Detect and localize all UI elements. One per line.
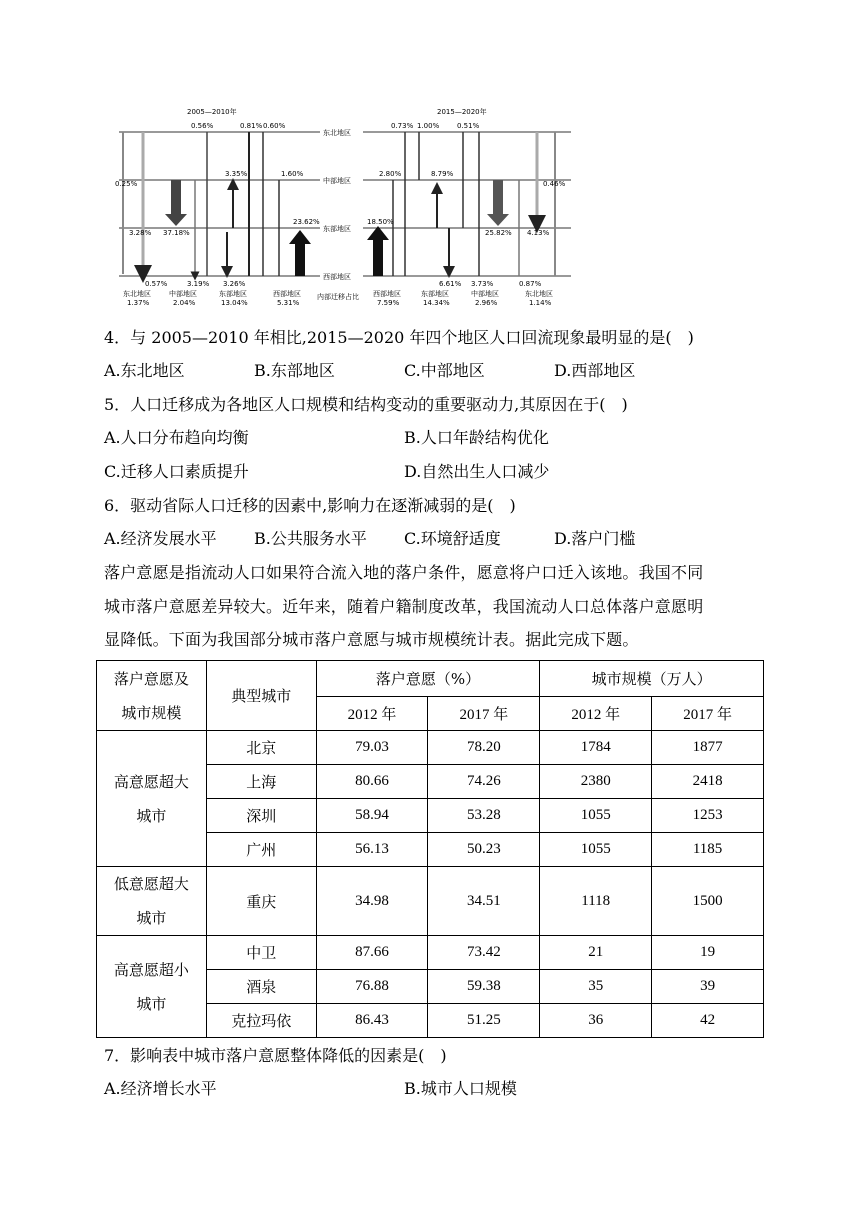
left-side-value: 0.25% bbox=[115, 180, 138, 188]
left-panel-title: 2005—2010年 bbox=[187, 108, 237, 116]
left-region-name: 西部地区 bbox=[273, 290, 301, 298]
header-scale: 城市规模（万人） bbox=[540, 661, 764, 697]
cell-value: 53.28 bbox=[428, 799, 540, 833]
left-side-value: 1.60% bbox=[281, 170, 304, 178]
cell-value: 1877 bbox=[652, 731, 764, 765]
group-label bbox=[97, 867, 207, 936]
cell-value: 80.66 bbox=[316, 765, 428, 799]
passage-line-2: 城市落户意愿差异较大。近年来，随着户籍制度改革，我国流动人口总体落户意愿明 bbox=[104, 597, 704, 616]
left-top-value: 0.60% bbox=[263, 122, 286, 130]
right-side-value: 18.50% bbox=[367, 218, 394, 226]
left-side-value: 23.62% bbox=[293, 218, 320, 226]
right-region-ratio: 14.34% bbox=[423, 299, 450, 307]
row-label-northeast: 东北地区 bbox=[323, 129, 351, 137]
right-region-name: 西部地区 bbox=[373, 290, 401, 298]
group-label-line: 高意愿超大 bbox=[113, 772, 189, 791]
header-city: 典型城市 bbox=[206, 661, 316, 731]
passage-line-3: 显降低。下面为我国部分城市落户意愿与城市规模统计表。据此完成下题。 bbox=[104, 630, 639, 649]
settlement-willingness-table bbox=[96, 660, 764, 1038]
left-region-ratio: 1.37% bbox=[127, 299, 150, 307]
city-name: 重庆 bbox=[206, 867, 316, 936]
question-6-stem: 6．驱动省际人口迁移的因素中,影响力在逐渐减弱的是( ) bbox=[104, 496, 516, 515]
q7-option-b[interactable]: B.城市人口规模 bbox=[404, 1079, 517, 1098]
cell-value: 50.23 bbox=[428, 833, 540, 867]
passage-line-1: 落户意愿是指流动人口如果符合流入地的落户条件，愿意将户口迁入该地。我国不同 bbox=[104, 563, 704, 582]
right-top-value: 0.73% bbox=[391, 122, 414, 130]
group-label-line: 城市 bbox=[136, 806, 167, 825]
left-bottom-value: 0.57% bbox=[145, 280, 168, 288]
right-top-value: 1.00% bbox=[417, 122, 440, 130]
left-region-name: 中部地区 bbox=[169, 290, 197, 298]
city-name: 北京 bbox=[206, 731, 316, 765]
right-bottom-value: 6.61% bbox=[439, 280, 462, 288]
city-name: 深圳 bbox=[206, 799, 316, 833]
q6-option-b[interactable]: B.公共服务水平 bbox=[254, 529, 367, 548]
cell-value: 1784 bbox=[540, 731, 652, 765]
city-name: 克拉玛依 bbox=[206, 1004, 316, 1038]
right-side-value: 2.80% bbox=[379, 170, 402, 178]
question-7-stem: 7．影响表中城市落户意愿整体降低的因素是( ) bbox=[104, 1046, 447, 1065]
q4-option-a[interactable]: A.东北地区 bbox=[104, 361, 185, 380]
right-region-name: 中部地区 bbox=[471, 290, 499, 298]
left-top-value: 0.56% bbox=[191, 122, 214, 130]
city-name: 酒泉 bbox=[206, 970, 316, 1004]
cell-value: 1500 bbox=[652, 867, 764, 936]
group-label-line: 城市 bbox=[136, 994, 167, 1013]
right-region-name: 东北地区 bbox=[525, 290, 553, 298]
header-year: 2017 年 bbox=[428, 697, 540, 731]
left-region-ratio: 5.31% bbox=[277, 299, 300, 307]
ratio-label: 内部迁移占比 bbox=[317, 293, 359, 301]
cell-value: 78.20 bbox=[428, 731, 540, 765]
q6-option-a[interactable]: A.经济发展水平 bbox=[104, 529, 217, 548]
q7-option-a[interactable]: A.经济增长水平 bbox=[104, 1079, 217, 1098]
q5-option-d[interactable]: D.自然出生人口减少 bbox=[404, 462, 550, 481]
left-bottom-value: 3.19% bbox=[187, 280, 210, 288]
cell-value: 21 bbox=[540, 936, 652, 970]
group-label-line: 低意愿超大 bbox=[113, 875, 189, 893]
header-group-line: 落户意愿及 bbox=[113, 669, 189, 688]
q5-option-a[interactable]: A.人口分布趋向均衡 bbox=[104, 428, 249, 447]
group-label-line: 城市 bbox=[136, 909, 167, 927]
cell-value: 59.38 bbox=[428, 970, 540, 1004]
right-region-ratio: 2.96% bbox=[475, 299, 498, 307]
right-region-name: 东部地区 bbox=[421, 290, 449, 298]
row-label-west: 西部地区 bbox=[323, 273, 351, 281]
q5-option-c[interactable]: C.迁移人口素质提升 bbox=[104, 462, 249, 481]
q6-option-d[interactable]: D.落户门槛 bbox=[554, 529, 636, 548]
migration-flow-figure bbox=[115, 104, 575, 310]
cell-value: 1253 bbox=[652, 799, 764, 833]
cell-value: 74.26 bbox=[428, 765, 540, 799]
cell-value: 1185 bbox=[652, 833, 764, 867]
header-year: 2012 年 bbox=[540, 697, 652, 731]
cell-value: 34.98 bbox=[316, 867, 428, 936]
right-region-ratio: 1.14% bbox=[529, 299, 552, 307]
header-group bbox=[97, 661, 207, 731]
right-side-value: 25.82% bbox=[485, 229, 512, 237]
header-year: 2012 年 bbox=[316, 697, 428, 731]
q4-option-c[interactable]: C.中部地区 bbox=[404, 361, 485, 380]
header-group-line: 城市规模 bbox=[121, 703, 182, 722]
right-side-value: 0.46% bbox=[543, 180, 566, 188]
cell-value: 79.03 bbox=[316, 731, 428, 765]
cell-value: 76.88 bbox=[316, 970, 428, 1004]
cell-value: 56.13 bbox=[316, 833, 428, 867]
cell-value: 35 bbox=[540, 970, 652, 1004]
cell-value: 2380 bbox=[540, 765, 652, 799]
cell-value: 36 bbox=[540, 1004, 652, 1038]
city-name: 广州 bbox=[206, 833, 316, 867]
left-bottom-value: 3.26% bbox=[223, 280, 246, 288]
right-side-value: 4.13% bbox=[527, 229, 550, 237]
question-4-stem: 4．与 2005—2010 年相比,2015—2020 年四个地区人口回流现象最明显的是( ) bbox=[104, 328, 694, 347]
right-bottom-value: 3.73% bbox=[471, 280, 494, 288]
cell-value: 19 bbox=[652, 936, 764, 970]
header-year: 2017 年 bbox=[652, 697, 764, 731]
cell-value: 1118 bbox=[540, 867, 652, 936]
row-label-east: 东部地区 bbox=[323, 225, 351, 233]
group-label bbox=[97, 936, 207, 1038]
cell-value: 58.94 bbox=[316, 799, 428, 833]
cell-value: 42 bbox=[652, 1004, 764, 1038]
cell-value: 34.51 bbox=[428, 867, 540, 936]
left-top-value: 0.81% bbox=[240, 122, 263, 130]
cell-value: 1055 bbox=[540, 833, 652, 867]
cell-value: 1055 bbox=[540, 799, 652, 833]
cell-value: 39 bbox=[652, 970, 764, 1004]
row-label-central: 中部地区 bbox=[323, 177, 351, 185]
q4-option-b[interactable]: B.东部地区 bbox=[254, 361, 335, 380]
table-row bbox=[97, 936, 764, 970]
q6-option-c[interactable]: C.环境舒适度 bbox=[404, 529, 501, 548]
left-region-name: 东北地区 bbox=[123, 290, 151, 298]
left-region-name: 东部地区 bbox=[219, 290, 247, 298]
left-region-ratio: 13.04% bbox=[221, 299, 248, 307]
cell-value: 73.42 bbox=[428, 936, 540, 970]
q4-option-d[interactable]: D.西部地区 bbox=[554, 361, 636, 380]
cell-value: 87.66 bbox=[316, 936, 428, 970]
table-row bbox=[97, 731, 764, 765]
city-name: 中卫 bbox=[206, 936, 316, 970]
right-top-value: 0.51% bbox=[457, 122, 480, 130]
q5-option-b[interactable]: B.人口年龄结构优化 bbox=[404, 428, 549, 447]
cell-value: 51.25 bbox=[428, 1004, 540, 1038]
right-side-value: 8.79% bbox=[431, 170, 454, 178]
right-bottom-value: 0.87% bbox=[519, 280, 542, 288]
header-willingness: 落户意愿（%） bbox=[316, 661, 540, 697]
right-region-ratio: 7.59% bbox=[377, 299, 400, 307]
left-side-value: 37.18% bbox=[163, 229, 190, 237]
group-label bbox=[97, 731, 207, 867]
group-label-line: 高意愿超小 bbox=[113, 960, 189, 979]
table-row bbox=[97, 867, 764, 936]
left-region-ratio: 2.04% bbox=[173, 299, 196, 307]
left-side-value: 3.28% bbox=[129, 229, 152, 237]
cell-value: 86.43 bbox=[316, 1004, 428, 1038]
left-side-value: 3.35% bbox=[225, 170, 248, 178]
question-5-stem: 5．人口迁移成为各地区人口规模和结构变动的重要驱动力,其原因在于( ) bbox=[104, 395, 628, 414]
city-name: 上海 bbox=[206, 765, 316, 799]
cell-value: 2418 bbox=[652, 765, 764, 799]
right-panel-title: 2015—2020年 bbox=[437, 108, 487, 116]
